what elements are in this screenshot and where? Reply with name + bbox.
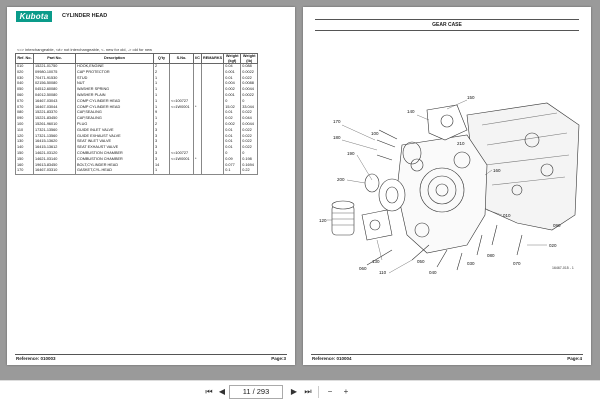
table-cell: WASHER PLAIN bbox=[76, 93, 154, 99]
table-cell: 0.0044 bbox=[241, 122, 258, 128]
callout-label: 090 bbox=[553, 223, 561, 228]
table-cell: 0.1 bbox=[224, 168, 241, 174]
table-cell: 0.0022 bbox=[241, 70, 258, 76]
page-title: GEAR CASE bbox=[432, 22, 462, 28]
table-cell: CAP,SEALING bbox=[76, 110, 154, 116]
callout-label: 100 bbox=[371, 131, 379, 136]
table-cell: 040 bbox=[16, 81, 34, 87]
table-cell: 090 bbox=[16, 116, 34, 122]
callout-label: 150 bbox=[467, 95, 475, 100]
callout-label: 190 bbox=[347, 151, 355, 156]
table-cell: 0.088 bbox=[241, 64, 258, 70]
table-cell: 1 bbox=[154, 99, 170, 105]
table-cell: 0.0044 bbox=[241, 87, 258, 93]
table-cell: 060 bbox=[16, 93, 34, 99]
zoom-in-icon[interactable]: + bbox=[343, 387, 349, 396]
interchange-legend: <=> interchangeable, <≠> not interchangeable, <- new for old, -> old for new bbox=[17, 47, 153, 52]
header-rule-top bbox=[315, 19, 579, 20]
table-cell: * bbox=[194, 157, 202, 163]
table-cell: 19613-83450 bbox=[34, 163, 76, 169]
table-cell: 150 bbox=[16, 151, 34, 157]
viewer-toolbar bbox=[0, 380, 600, 402]
table-cell: 3 bbox=[154, 145, 170, 151]
table-cell: 1 bbox=[154, 81, 170, 87]
table-cell: SEAT INLET VALVE bbox=[76, 139, 154, 145]
table-cell: 0.004 bbox=[224, 81, 241, 87]
table-cell: 0.01 bbox=[224, 110, 241, 116]
table-cell: BOLT,CYLINDER HEAD bbox=[76, 163, 154, 169]
table-cell: HOOK,ENGINE bbox=[76, 64, 154, 70]
table-cell: 02156-50080 bbox=[34, 81, 76, 87]
table-cell: 0.01 bbox=[224, 139, 241, 145]
header-rule-bottom bbox=[315, 30, 579, 31]
table-cell: 3 bbox=[154, 128, 170, 134]
callout-label: 080 bbox=[487, 253, 495, 258]
table-cell: 0.1694 bbox=[241, 163, 258, 169]
table-cell: 3 bbox=[154, 134, 170, 140]
callout-label: 210 bbox=[457, 141, 465, 146]
table-cell: 0.001 bbox=[224, 70, 241, 76]
table-cell: 0.198 bbox=[241, 157, 258, 163]
table-cell: 04012-50080 bbox=[34, 93, 76, 99]
table-cell: 0.002 bbox=[224, 87, 241, 93]
table-header bbox=[16, 54, 258, 64]
table-cell: 14621-03140 bbox=[34, 157, 76, 163]
table-cell: 0.0022 bbox=[241, 93, 258, 99]
table-body bbox=[16, 64, 258, 175]
table-cell: 030 bbox=[16, 76, 34, 82]
table-cell: 1 bbox=[154, 116, 170, 122]
table-cell: 70471-91530 bbox=[34, 76, 76, 82]
table-cell: 0.001 bbox=[224, 93, 241, 99]
table-cell: 04512-60080 bbox=[34, 87, 76, 93]
parts-table bbox=[15, 53, 258, 175]
table-cell: 0.022 bbox=[241, 110, 258, 116]
table-cell: 130 bbox=[16, 139, 34, 145]
gear-case-exploded-diagram bbox=[317, 95, 583, 275]
next-page-icon[interactable]: ▶ bbox=[290, 387, 298, 396]
callout-label: 160 bbox=[493, 168, 501, 173]
column-header: S.No. bbox=[170, 54, 194, 64]
column-header: REMARKS bbox=[202, 54, 224, 64]
footer-divider bbox=[15, 354, 287, 355]
table-cell: 15261-96010 bbox=[34, 122, 76, 128]
table-cell: 0.01 bbox=[224, 134, 241, 140]
table-cell: GUIDE EXHAUST VALVE bbox=[76, 134, 154, 140]
toolbar-divider bbox=[318, 386, 319, 398]
table-cell: 150 bbox=[16, 157, 34, 163]
table-cell: 080 bbox=[16, 110, 34, 116]
table-cell: COMBUSTION CHAMBER bbox=[76, 151, 154, 157]
column-header: Part No. bbox=[34, 54, 76, 64]
table-cell: 1 bbox=[154, 105, 170, 111]
table-cell: 0.02 bbox=[224, 116, 241, 122]
table-cell: 0.22 bbox=[241, 168, 258, 174]
last-page-icon[interactable]: ⏭ bbox=[304, 387, 312, 396]
table-cell: 170 bbox=[16, 168, 34, 174]
callout-label: 050 bbox=[417, 259, 425, 264]
callout-label: 020 bbox=[549, 243, 557, 248]
table-cell: <=100727 bbox=[170, 99, 194, 105]
table-cell: 16415-13620 bbox=[34, 139, 76, 145]
table-cell: <=1W0001 bbox=[170, 157, 194, 163]
page-number-input[interactable]: 11 / 293 bbox=[229, 385, 283, 399]
footer-divider bbox=[311, 354, 583, 355]
column-header: I/C bbox=[194, 54, 202, 64]
footer-reference: Reference: 010004 bbox=[312, 356, 352, 361]
table-cell: <=100727 bbox=[170, 151, 194, 157]
table-cell: 0 bbox=[224, 99, 241, 105]
table-cell: 0.01 bbox=[224, 145, 241, 151]
table-cell: 0.022 bbox=[241, 139, 258, 145]
callout-label: 030 bbox=[467, 261, 475, 266]
table-cell: CAP PROTECTOR bbox=[76, 70, 154, 76]
table-cell: 2 bbox=[154, 70, 170, 76]
table-cell: 15221-83450 bbox=[34, 116, 76, 122]
table-cell: 120 bbox=[16, 134, 34, 140]
table-cell: 0.09 bbox=[224, 157, 241, 163]
table-cell: 0.022 bbox=[241, 128, 258, 134]
table-cell: GASKET,CYL.HEAD bbox=[76, 168, 154, 174]
table-cell: 1 bbox=[154, 76, 170, 82]
table-cell: 14621-03120 bbox=[34, 151, 76, 157]
table-cell: 0.077 bbox=[224, 163, 241, 169]
table-cell: COMP CYLINDER HEAD bbox=[76, 99, 154, 105]
callout-label: 060 bbox=[359, 266, 367, 271]
table-cell: <=1W0001 bbox=[170, 105, 194, 111]
diagram-code: 16467-015 - 1 bbox=[552, 266, 574, 270]
callout-label: 130 bbox=[372, 259, 380, 264]
table-cell: STUD bbox=[76, 76, 154, 82]
callout-label: 140 bbox=[407, 109, 415, 114]
table-cell: 3 bbox=[154, 151, 170, 157]
table-cell: 0.04 bbox=[224, 64, 241, 70]
column-header: Weight (kgf) bbox=[224, 54, 241, 64]
table-cell: 17321-13560 bbox=[34, 134, 76, 140]
previous-page-icon[interactable]: ◀ bbox=[218, 387, 226, 396]
callout-label: 070 bbox=[513, 261, 521, 266]
table-cell: 1 bbox=[154, 168, 170, 174]
table-cell: 0.044 bbox=[241, 116, 258, 122]
page-title: CYLINDER HEAD bbox=[62, 13, 108, 19]
table-cell bbox=[170, 168, 194, 174]
table-cell: 0 bbox=[241, 151, 258, 157]
table-cell: 16467-03043 bbox=[34, 99, 76, 105]
table-cell: 16415-13612 bbox=[34, 145, 76, 151]
table-cell: 100 bbox=[16, 122, 34, 128]
table-cell: 0.022 bbox=[241, 145, 258, 151]
callout-label: 170 bbox=[333, 119, 341, 124]
page-3 bbox=[7, 7, 295, 365]
footer-page-number: Page:4 bbox=[567, 356, 582, 361]
table-cell: 0 bbox=[224, 151, 241, 157]
column-header: Description bbox=[76, 54, 154, 64]
table-cell: 0.01 bbox=[224, 76, 241, 82]
callout-label: 180 bbox=[333, 135, 341, 140]
table-cell: 09980-10075 bbox=[34, 70, 76, 76]
table-cell: 1 bbox=[154, 93, 170, 99]
table-cell: 2 bbox=[154, 64, 170, 70]
table-cell: GUIDE INLET VALVE bbox=[76, 128, 154, 134]
table-cell: 050 bbox=[16, 87, 34, 93]
column-header: Q'ty bbox=[154, 54, 170, 64]
table-cell: 15221-83370 bbox=[34, 110, 76, 116]
table-cell: 010 bbox=[16, 64, 34, 70]
table-cell: 16467-03310 bbox=[34, 168, 76, 174]
table-cell: 16467-03044 bbox=[34, 105, 76, 111]
table-cell: PLUG bbox=[76, 122, 154, 128]
table-cell: 15.02 bbox=[224, 105, 241, 111]
column-header: Ref. No. bbox=[16, 54, 34, 64]
table-cell: 3 bbox=[154, 157, 170, 163]
table-cell: WASHER SPRING bbox=[76, 87, 154, 93]
page-4 bbox=[303, 7, 591, 365]
table-cell: 17321-13560 bbox=[34, 128, 76, 134]
table-cell bbox=[194, 168, 202, 174]
table-cell: 2 bbox=[154, 122, 170, 128]
table-cell: * bbox=[194, 105, 202, 111]
column-header: Weight (lb) bbox=[241, 54, 258, 64]
table-cell: CAP,SEALING bbox=[76, 116, 154, 122]
table-cell: 0.022 bbox=[241, 134, 258, 140]
table-cell: 1 bbox=[154, 87, 170, 93]
table-cell: SEAT EXHAUST VALVE bbox=[76, 145, 154, 151]
footer-page-number: Page:3 bbox=[271, 356, 286, 361]
table-cell: 070 bbox=[16, 105, 34, 111]
table-cell: 0.022 bbox=[241, 76, 258, 82]
table-cell: 020 bbox=[16, 70, 34, 76]
table-cell: 15221-01750 bbox=[34, 64, 76, 70]
table-cell: COMP CYLINDER HEAD bbox=[76, 105, 154, 111]
table-cell: 140 bbox=[16, 145, 34, 151]
callout-label: 120 bbox=[319, 218, 327, 223]
table-cell: 3 bbox=[154, 139, 170, 145]
table-cell: 070 bbox=[16, 99, 34, 105]
footer-reference: Reference: 010003 bbox=[16, 356, 56, 361]
table-cell bbox=[202, 168, 224, 174]
table-cell: 160 bbox=[16, 163, 34, 169]
callout-label: 110 bbox=[379, 270, 387, 275]
table-cell: NUT bbox=[76, 81, 154, 87]
table-cell: 0.002 bbox=[224, 122, 241, 128]
table-cell: 9 bbox=[154, 110, 170, 116]
table-cell: 0.01 bbox=[224, 128, 241, 134]
table-cell: 0.0088 bbox=[241, 81, 258, 87]
table-cell: 110 bbox=[16, 128, 34, 134]
callout-label: 010 bbox=[503, 213, 511, 218]
callout-label: 040 bbox=[429, 270, 437, 275]
first-page-icon[interactable]: ⏮ bbox=[205, 387, 213, 396]
table-cell: 33.044 bbox=[241, 105, 258, 111]
table-row bbox=[16, 168, 258, 174]
table-cell: COMBUSTION CHAMBER bbox=[76, 157, 154, 163]
zoom-out-icon[interactable]: − bbox=[327, 387, 333, 396]
table-cell: 14 bbox=[154, 163, 170, 169]
table-cell: 0 bbox=[241, 99, 258, 105]
callout-label: 200 bbox=[337, 177, 345, 182]
kubota-logo: Kubota bbox=[16, 11, 52, 22]
